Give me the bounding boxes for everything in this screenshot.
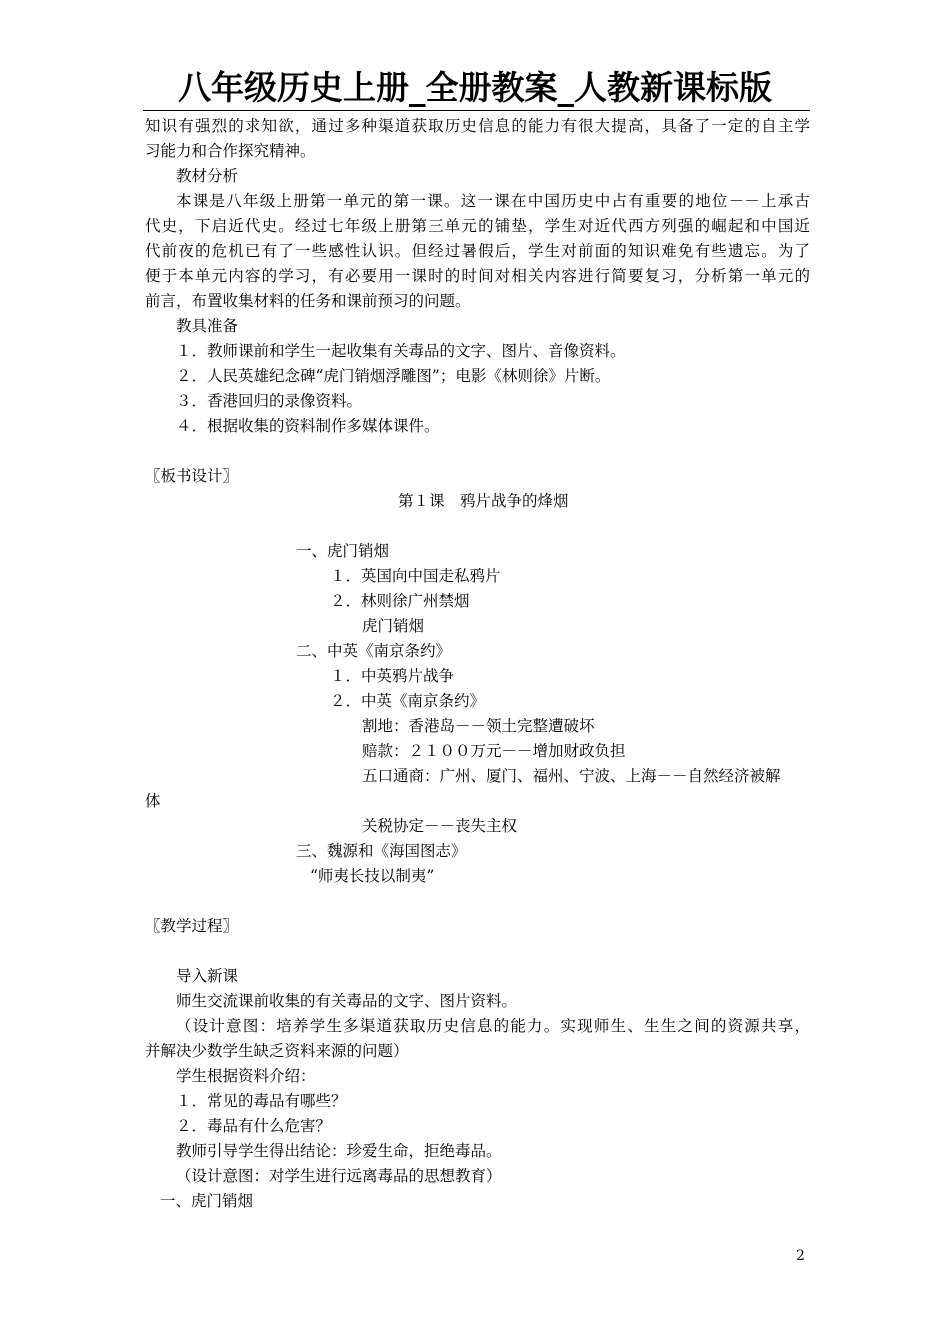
board-item: ２．林则徐广州禁烟	[330, 592, 470, 610]
process-paragraph: 学生根据资料介绍：	[176, 1067, 316, 1085]
analysis-heading: 教材分析	[176, 167, 239, 185]
process-question: ２．毒品有什么危害？	[176, 1117, 332, 1135]
process-paragraph: 教师引导学生得出结论：珍爱生命，拒绝毒品。	[176, 1142, 502, 1160]
intro-line: 知识有强烈的求知欲，通过多种渠道获取历史信息的能力有很大提高，具备了一定的自主学	[145, 117, 810, 135]
board-section: 一、虎门销烟	[296, 542, 390, 560]
tools-item: ４．根据收集的资料制作多媒体课件。	[176, 417, 440, 435]
process-heading: 〖教学过程〗	[145, 917, 239, 935]
board-heading: 〖板书设计〗	[145, 467, 239, 485]
tools-item: ３．香港回归的录像资料。	[176, 392, 363, 410]
process-paragraph: 并解决少数学生缺乏资料来源的问题）	[145, 1042, 409, 1060]
analysis-line: 代史，下启近代史。经过七年级上册第三单元的铺垫，学生对近代西方列强的崛起和中国近	[145, 217, 810, 235]
process-question: １．常见的毒品有哪些？	[176, 1092, 347, 1110]
process-paragraph: （设计意图：对学生进行远离毒品的思想教育）	[176, 1167, 502, 1185]
header-rule	[143, 110, 810, 111]
board-subitem: 关税协定－－丧失主权	[362, 817, 518, 835]
board-item: １．中英鸦片战争	[330, 667, 455, 685]
process-paragraph: （设计意图：培养学生多渠道获取历史信息的能力。实现师生、生生之间的资源共享，	[176, 1017, 810, 1035]
process-section: 一、虎门销烟	[160, 1192, 254, 1210]
board-subitem: 虎门销烟	[362, 617, 425, 635]
tools-item: １．教师课前和学生一起收集有关毒品的文字、图片、音像资料。	[176, 342, 626, 360]
board-subitem: 赔款：２１００万元－－增加财政负担	[362, 742, 626, 760]
board-section: 二、中英《南京条约》	[296, 642, 452, 660]
analysis-line: 本课是八年级上册第一单元的第一课。这一课在中国历史中占有重要的地位－－上承古	[176, 192, 810, 210]
tools-heading: 教具准备	[176, 317, 239, 335]
board-quote: “师夷长技以制夷”	[310, 867, 435, 885]
lesson-title: 第１课 鸦片战争的烽烟	[398, 492, 569, 510]
board-subitem: 割地：香港岛－－领土完整遭破坏	[362, 717, 595, 735]
document-title: 八年级历史上册_全册教案_人教新课标版	[178, 68, 772, 107]
board-section: 三、魏源和《海国图志》	[296, 842, 467, 860]
analysis-line: 便于本单元内容的学习，有必要用一课时的时间对相关内容进行简要复习，分析第一单元的	[145, 267, 810, 285]
page-number: 2	[796, 1248, 805, 1264]
process-subheading: 导入新课	[176, 967, 239, 985]
tools-item: ２．人民英雄纪念碑“虎门销烟浮雕图”；电影《林则徐》片断。	[176, 367, 611, 385]
board-item: １．英国向中国走私鸦片	[330, 567, 501, 585]
intro-line: 习能力和合作探究精神。	[145, 142, 316, 160]
process-paragraph: 师生交流课前收集的有关毒品的文字、图片资料。	[176, 992, 518, 1010]
board-subitem: 五口通商：广州、厦门、福州、宁波、上海－－自然经济被解	[362, 767, 781, 785]
board-subitem-wrap: 体	[145, 792, 161, 810]
board-item: ２．中英《南京条约》	[330, 692, 486, 710]
page-content	[145, 114, 810, 1214]
analysis-line: 前言，布置收集材料的任务和课前预习的问题。	[145, 292, 471, 310]
analysis-line: 代前夜的危机已有了一些感性认识。但经过暑假后，学生对前面的知识难免有些遗忘。为了	[145, 242, 810, 260]
